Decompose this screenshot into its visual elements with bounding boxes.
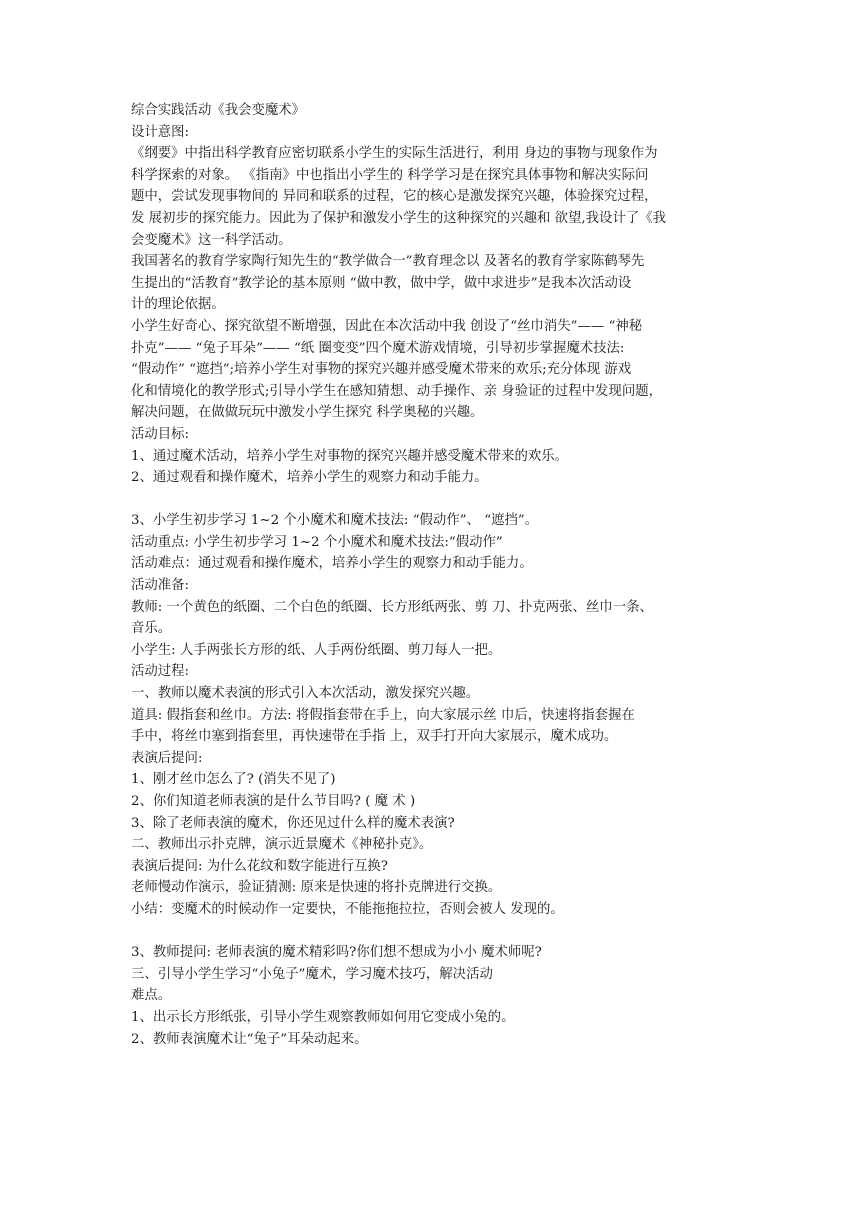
text-line: 活动重点: 小学生初步学习 1~2 个小魔术和魔术技法:“假动作”: [131, 534, 503, 550]
text-line: 2、你们知道老师表演的是什么节目吗? ( 魔 术 ): [131, 794, 416, 809]
text-line: 3、除了老师表演的魔术，你还见过什么样的魔术表演?: [131, 815, 455, 831]
text-line: 科学探索的对象。 《指南》中也指出小学生的 科学学习是在探究具体事物和解决实际问: [131, 167, 649, 183]
document-page: [131, 100, 731, 1050]
text-line: 《纲要》中指出科学教育应密切联系小学生的实际生活进行，利用 身边的事物与现象作为: [131, 146, 658, 162]
text-line: 题中，尝试发现事物间的 异同和联系的过程，它的核心是激发探究兴趣，体验探究过程，: [131, 189, 658, 205]
text-line: 2、教师表演魔术让“兔子”耳朵动起来。: [131, 1031, 368, 1047]
text-line: 老师慢动作演示，验证猜测: 原来是快速的将扑克牌进行交换。: [131, 880, 502, 896]
text-line: 发 展初步的探究能力。因此为了保护和激发小学生的这种探究的兴趣和 欲望,我设计了《我: [131, 210, 667, 226]
text-line: 3、教师提问: 老师表演的魔术精彩吗?你们想不想成为小小 魔术师呢?: [131, 945, 542, 961]
text-line: 1、刚才丝巾怎么了? (消失不见了): [131, 772, 336, 788]
text-line: 活动准备:: [131, 578, 190, 594]
text-line: 小学生: 人手两张长方形的纸、人手两份纸圈、剪刀每人一把。: [131, 642, 502, 658]
text-line: 教师: 一个黄色的纸圈、二个白色的纸圈、长方形纸两张、剪 刀、扑克两张、丝巾一条、: [131, 599, 653, 615]
text-line: 计的理论依据。: [131, 297, 225, 313]
text-line: 活动难点：通过观看和操作魔术，培养小学生的观察力和动手能力。: [131, 556, 533, 572]
text-line: 表演后提问: 为什么花纹和数字能进行互换?: [131, 858, 388, 874]
text-line: 二、教师出示扑克牌，演示近景魔术《神秘扑克》。: [131, 837, 433, 853]
text-line: 活动目标:: [131, 426, 190, 442]
text-line: 2、通过观看和操作魔术，培养小学生的观察力和动手能力。: [131, 470, 488, 486]
text-line: 1、出示长方形纸张，引导小学生观察教师如何用它变成小兔的。: [131, 1009, 515, 1025]
text-line: 小学生好奇心、探究欲望不断增强，因此在本次活动中我 创设了“丝巾消失”—— “神秘: [131, 318, 643, 334]
text-line: “假动作” “遮挡”;培养小学生对事物的探究兴趣并感受魔术带来的欢乐;充分体现 游戏: [131, 362, 632, 378]
text-line: 解决问题，在做做玩玩中激发小学生探究 科学奥秘的兴趣。: [131, 405, 484, 421]
blank-line: [131, 489, 731, 511]
text-line: 扑克”—— “兔子耳朵”—— “纸 圈变变”四个魔术游戏情境，引导初步掌握魔术技法:: [131, 340, 625, 356]
text-line: 一、教师以魔术表演的形式引入本次活动，激发探究兴趣。: [131, 686, 480, 702]
text-line: 1、通过魔术活动，培养小学生对事物的探究兴趣并感受魔术带来的欢乐。: [131, 448, 569, 464]
text-line: 综合实践活动《我会变魔术》: [131, 103, 306, 118]
text-line: 化和情境化的教学形式;引导小学生在感知猜想、动手操作、亲 身验证的过程中发现问题，: [131, 383, 662, 399]
text-line: 3、小学生初步学习 1~2 个小魔术和魔术技法: “假动作”、 “遮挡”。: [131, 513, 539, 529]
text-line: 会变魔术》这一科学活动。: [131, 232, 292, 248]
text-line: 三、引导小学生学习“小兔子”魔术，学习魔术技巧，解决活动: [131, 966, 493, 982]
text-line: 生提出的“活教育”教学论的基本原则 “做中教，做中学，做中求进步”是我本次活动设: [131, 275, 632, 291]
blank-line: [131, 921, 731, 943]
text-line: 活动过程:: [131, 664, 190, 680]
text-line: 小结：变魔术的时候动作一定要快，不能拖拖拉拉，否则会被人 发现的。: [131, 901, 564, 917]
text-line: 设计意图:: [131, 124, 190, 140]
text-line: 难点。: [131, 988, 172, 1004]
text-line: 我国著名的教育学家陶行知先生的“教学做合一”教育理念以 及著名的教育学家陈鹤琴先: [131, 254, 645, 270]
text-line: 道具: 假指套和丝巾。方法: 将假指套带在手上，向大家展示丝 巾后，快速将指套握在: [131, 707, 635, 723]
text-line: 表演后提问:: [131, 750, 203, 766]
text-line: 音乐。: [131, 621, 172, 637]
text-line: 手中，将丝巾塞到指套里，再快速带在手指 上，双手打开向大家展示，魔术成功。: [131, 729, 618, 745]
